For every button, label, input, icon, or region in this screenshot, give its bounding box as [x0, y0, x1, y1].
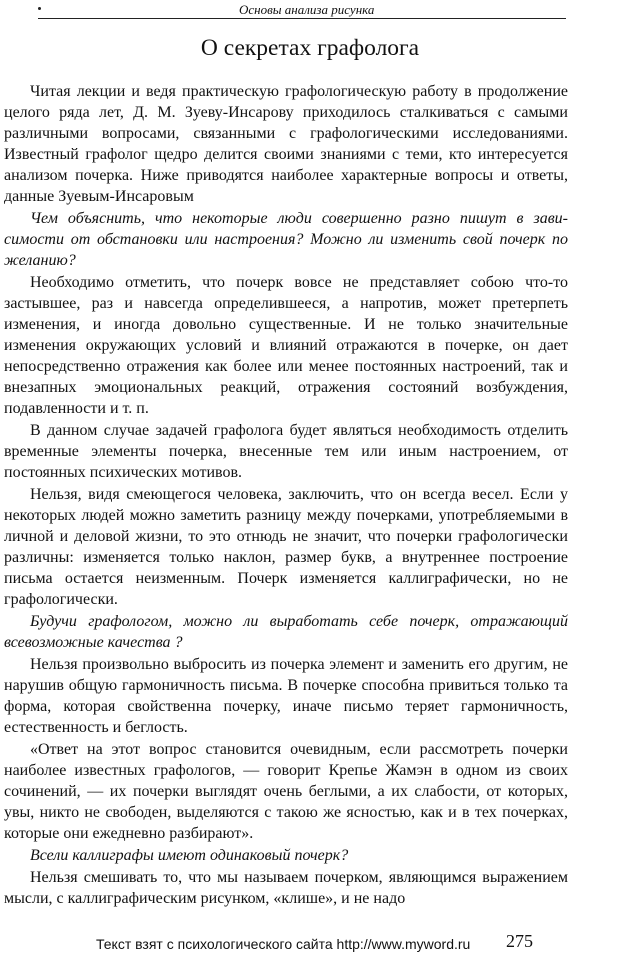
paragraph: Необходимо отметить, что почерк вовсе не представляет собою что-то застывшее, раз и навсегда определившееся, а напротив, может претерпеть изменения, и иногда довольно существенные. И не только значительные изменения окружающих условий и влияний отражаются в почерке, он дает непосредственно отражения как более или менее постоянных настроений, так и внезапных эмоциональных реакций, отражения состояний возбуждения, подавленности и т. п. — [4, 274, 568, 417]
paragraph: Читая лекции и ведя практическую графологическую работу в продолжение целого ряда лет, Д. М. Зуеву-Инсарову приходилось сталкиваться с самыми различными вопросами, связанными с графологическими исследованиями. Известный графолог щедро делится своими знаниями с теми, кто интересуется анализом почерка. Ниже приводятся наиболее характерные вопросы и ответы, данные Зуевым-Инсаровым — [4, 83, 568, 205]
header-bullet — [38, 7, 41, 10]
paragraph: В данном случае задачей графолога будет являться необходимость отделить временные элементы почерка, внесенные тем или иным настроением, от постоянных психических мотивов. — [4, 422, 568, 481]
question-paragraph: Будучи графологом, можно ли выработать себе почерк, отражающий всевозможные качества ? — [4, 613, 568, 651]
section-title: О секретах графолога — [200, 35, 420, 61]
question-paragraph: Чем объяснить, что некоторые люди совершенно разно пишут в зависимости от обстановки или настроения? Можно ли изменить свой почерк по желанию? — [4, 210, 568, 269]
running-title: Основы анализа рисунка — [239, 2, 375, 17]
paragraph: Нельзя произвольно выбросить из почерка элемент и заменить его другим, не нарушив общую гармоничность письма. В почерке способна привиться только та форма, которая свойственна почерку, иначе письмо теряет гармоничность, естественность и беглость. — [4, 656, 568, 736]
paragraph: Нельзя смешивать то, что мы называем почерком, являющимся выражением мысли, с каллиграфическим рисунком, «клише», и не надо — [4, 869, 568, 907]
running-header — [38, 2, 566, 19]
source-note: Текст взят с психологического сайта http://www.myword.ru — [96, 936, 471, 952]
body-text — [4, 81, 568, 909]
page-number: 275 — [506, 931, 533, 951]
paragraph: «Ответ на этот вопрос становится очевидным, если рассмотреть почерки наиболее известных графологов, — говорит Крепье Жамэн в одном из своих сочинений, — их почерки выглядят очень беглыми, а их слабости, от которых, увы, никто не свободен, выделяются с такою же ясностью, как и в тех почерках, которые они ежедневно разбирают». — [4, 741, 568, 842]
paragraph: Нельзя, видя смеющегося человека, заключить, что он всегда весел. Если у некоторых людей можно заметить разницу между почерками, употребляемыми в личной и деловой жизни, то это отнюдь не значит, что почерки графологически различны: изменяется только наклон, размер букв, а внутреннее построение письма остается неизменным. Почерк изменяется каллиграфически, но не графологически. — [4, 486, 568, 608]
question-paragraph: Всели каллиграфы имеют одинаковый почерк? — [30, 847, 349, 864]
